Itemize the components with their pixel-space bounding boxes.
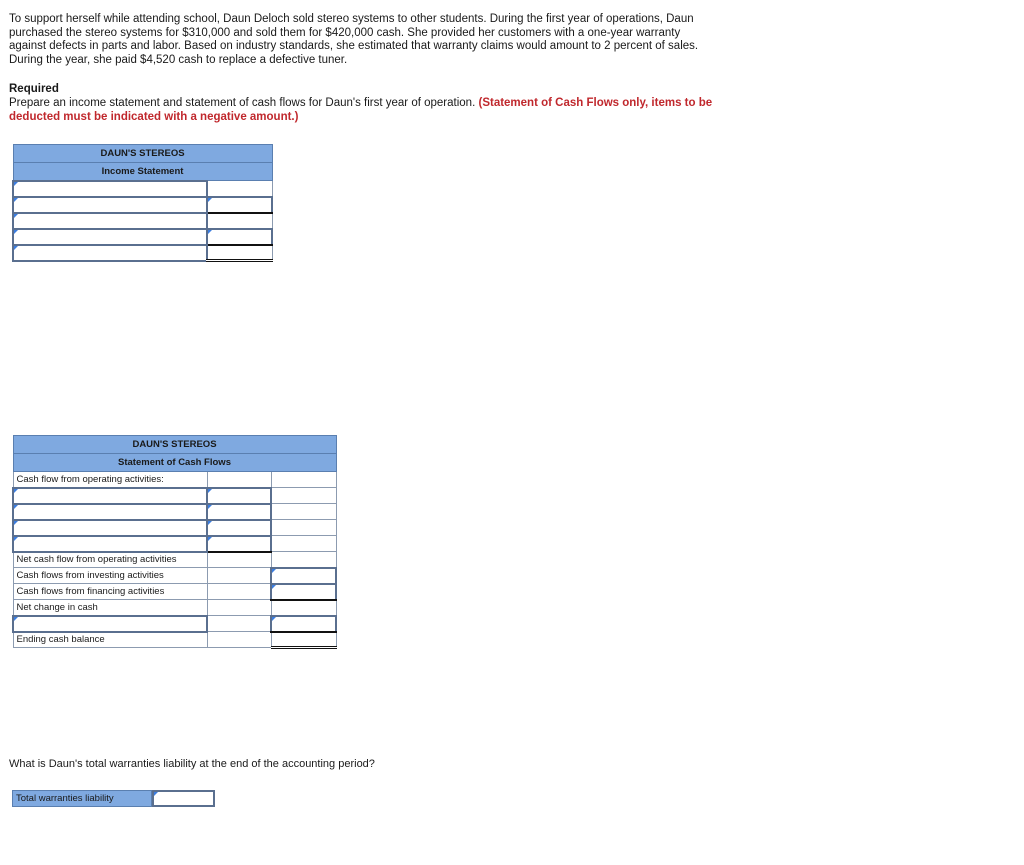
operating-row-label-input[interactable] [13,520,207,536]
income-row [13,213,272,229]
income-row-amount-input[interactable] [207,229,272,245]
financing-label: Cash flows from financing activities [13,584,207,600]
net-change-row [13,600,336,616]
operating-row-label-input[interactable] [13,488,207,504]
required-instructions [9,97,729,124]
ending-balance-label: Ending cash balance [13,632,207,648]
warranty-question: What is Daun's total warranties liability at the end of the accounting period? [9,758,375,770]
net-operating-row [13,552,336,568]
net-operating-amount [271,552,336,568]
income-row [13,181,272,197]
investing-amount-input[interactable] [271,568,336,584]
required-heading: Required [9,83,59,95]
warranty-liability-input[interactable] [152,790,215,807]
required-text: Prepare an income statement and statement of cash flows for Daun's first year of operation. [9,97,476,109]
empty-cell [271,520,336,536]
income-row-label-input[interactable] [13,229,207,245]
income-row-amount-input[interactable] [207,197,272,213]
investing-label: Cash flows from investing activities [13,568,207,584]
investing-row [13,568,336,584]
operating-row [13,520,336,536]
empty-cell [207,632,271,648]
ending-balance-amount [271,632,336,648]
income-row-label-input[interactable] [13,213,207,229]
cash-company-name: DAUN'S STEREOS [13,436,336,454]
net-operating-label: Net cash flow from operating activities [13,552,207,568]
empty-cell [271,504,336,520]
empty-cell [207,616,271,632]
empty-cell [207,472,271,488]
warranty-liability-row [12,790,215,807]
income-company-name: DAUN'S STEREOS [13,145,272,163]
income-row-label-input[interactable] [13,181,207,197]
empty-cell [207,568,271,584]
operating-row-amount-input[interactable] [207,488,271,504]
net-change-amount [271,600,336,616]
income-row [13,245,272,261]
ending-balance-row [13,632,336,648]
beginning-balance-label-input[interactable] [13,616,207,632]
operating-row-label-input[interactable] [13,536,207,552]
operating-row [13,536,336,552]
operating-row-amount-input[interactable] [207,520,271,536]
cash-flows-table [12,435,337,649]
empty-cell [207,600,271,616]
income-row-amount-input[interactable] [207,245,272,261]
warranty-liability-label: Total warranties liability [12,790,152,807]
income-row [13,229,272,245]
empty-cell [271,472,336,488]
financing-row [13,584,336,600]
operating-row-amount-input[interactable] [207,504,271,520]
empty-cell [271,536,336,552]
beginning-balance-amount-input[interactable] [271,616,336,632]
operating-header-row [13,472,336,488]
operating-row-label-input[interactable] [13,504,207,520]
operating-row [13,488,336,504]
empty-cell [207,584,271,600]
income-row-amount-input[interactable] [207,213,272,229]
income-statement-title: Income Statement [13,163,272,181]
operating-row [13,504,336,520]
income-row-amount-input[interactable] [207,181,272,197]
income-row-label-input[interactable] [13,245,207,261]
operating-row-amount-input[interactable] [207,536,271,552]
income-row-label-input[interactable] [13,197,207,213]
problem-intro: To support herself while attending school, Daun Deloch sold stereo systems to other students. During the first year of operations, Daun purchased the stereo systems for $310,000 and sold them for $420,000 cash. She provided her customers with a one-year warranty against defects in parts and labor. Based on industry standards, she estimated that warranty claims would amount to 2 percent of sales. During the year, she paid $4,520 cash to replace a defective tuner. [9,13,699,66]
income-row [13,197,272,213]
required-note: (Statement of Cash Flows only, items to be deducted must be indicated with a negative amount.) [9,97,713,123]
operating-activities-label: Cash flow from operating activities: [13,472,207,488]
financing-amount-input[interactable] [271,584,336,600]
cash-statement-title: Statement of Cash Flows [13,454,336,472]
income-statement-table [12,144,273,262]
net-change-label: Net change in cash [13,600,207,616]
beginning-balance-row [13,616,336,632]
empty-cell [271,488,336,504]
empty-cell [207,552,271,568]
